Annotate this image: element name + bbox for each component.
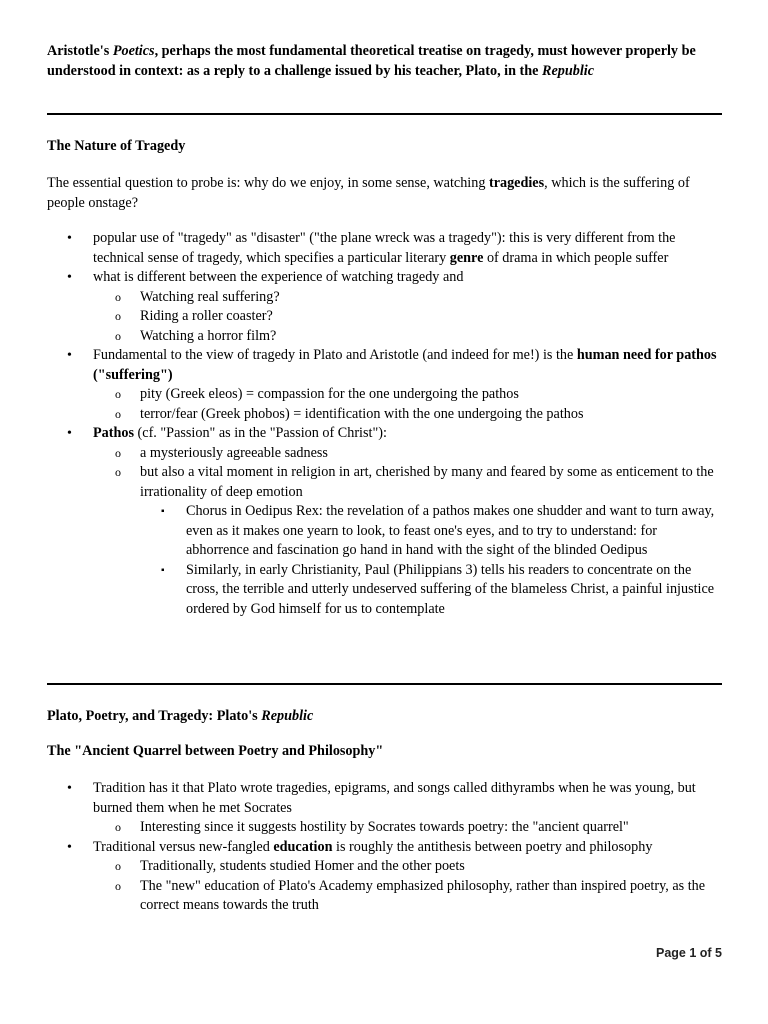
text: Watching real suffering?: [140, 288, 280, 305]
circle-marker: o: [115, 289, 121, 304]
text: of drama in which people suffer: [483, 249, 669, 266]
list-item: [47, 818, 722, 838]
text: (cf. "Passion" as in the "Passion of Christ"):: [134, 425, 387, 441]
section-divider: [47, 683, 722, 685]
bullet-marker: •: [67, 348, 72, 363]
text: The "new" education of Plato's Academy emphasized philosophy, rather than inspired poetry, as the correct means towards the truth: [140, 877, 706, 913]
text: a mysteriously agreeable sadness: [140, 444, 328, 461]
text: pity (Greek eleos) = compassion for the one undergoing the pathos: [140, 386, 519, 402]
list-item: [47, 424, 722, 444]
intro-paragraph: [47, 42, 722, 81]
list-item: [47, 405, 722, 425]
text: Watching a horror film?: [140, 327, 277, 344]
text: is roughly the antithesis between poetry and philosophy: [332, 838, 653, 855]
text: but also a vital moment in religion in art, cherished by many and feared by some as enticement to the irrationality of deep emotion: [140, 464, 714, 500]
text: popular use of "tragedy" as "disaster" ("the plane wreck was a tragedy"): this is very different from the technical sense of tragedy, which specifies a particular literary: [93, 230, 676, 266]
text: Chorus in Oedipus Rex: the revelation of a pathos makes one shudder and want to turn away, even as it makes one yearn to look, to feast one's eyes, and to try to understand: for abhorrence and fascination go hand in hand with the sight of the blinded Oedipus: [186, 503, 715, 558]
bullet-marker: •: [67, 781, 72, 796]
list-item: [47, 229, 722, 268]
intro-republic: Republic: [542, 62, 595, 79]
circle-marker: o: [115, 878, 121, 893]
square-marker: ▪: [161, 506, 165, 517]
text: Traditional versus new-fangled: [93, 838, 274, 855]
text: Traditionally, students studied Homer and the other poets: [140, 858, 465, 874]
bold-text: genre: [449, 249, 484, 266]
intro-question: [47, 174, 722, 213]
list-item: [47, 561, 722, 620]
list-item: [47, 444, 722, 464]
bold-text: human need for pathos ("suffering"): [93, 347, 717, 383]
circle-marker: o: [115, 445, 121, 460]
circle-marker: o: [115, 328, 121, 343]
list-item: [47, 288, 722, 308]
list-item: [47, 838, 722, 858]
list-item: [47, 385, 722, 405]
list-item: [47, 268, 722, 288]
heading-text: Plato, Poetry, and Tragedy: Plato's: [47, 708, 262, 724]
text: Tradition has it that Plato wrote tragedies, epigrams, and songs called dithyrambs when he was young, but burned them when he met Socrates: [93, 780, 696, 816]
text: Similarly, in early Christianity, Paul (Philippians 3) tells his readers to concentrate on the cross, the terrible and utterly undeserved suffering of the blameless Christ, a painful injustice ordered by God himself for us to contemplate: [186, 561, 715, 617]
bullet-list: [47, 229, 722, 619]
circle-marker: o: [115, 820, 121, 834]
text: Fundamental to the view of tragedy in Plato and Aristotle (and indeed for me!) is the: [93, 347, 577, 363]
intro-text: Aristotle's: [47, 43, 113, 59]
list-item: [47, 346, 722, 385]
text: what is different between the experience of watching tragedy and: [93, 269, 464, 285]
intro-poetics: Poetics: [112, 43, 155, 59]
bullet-list: [47, 779, 722, 916]
list-item: [47, 327, 722, 347]
bullet-marker: •: [67, 839, 72, 855]
circle-marker: o: [115, 406, 121, 421]
heading-republic: Republic: [261, 708, 314, 724]
circle-marker: o: [115, 387, 121, 401]
circle-marker: o: [115, 309, 121, 323]
list-item: [47, 463, 722, 502]
list-item: [47, 779, 722, 818]
section-heading: The Nature of Tragedy: [47, 138, 186, 154]
bold-text: education: [273, 838, 333, 855]
circle-marker: o: [115, 465, 121, 479]
intro-text: , perhaps the most fundamental theoretical treatise on tragedy, must however properly be understood in context: as a reply to a challenge issued by his teacher, Plato, in the: [47, 43, 696, 79]
page-number: Page 1 of 5: [656, 946, 722, 960]
text: Riding a roller coaster?: [140, 308, 273, 324]
bullet-marker: •: [67, 270, 72, 285]
list-item: [47, 307, 722, 327]
list-item: [47, 502, 722, 561]
text: The essential question to probe is: why do we enjoy, in some sense, watching: [47, 175, 489, 191]
bold-text: tragedies: [488, 175, 545, 191]
square-marker: ▪: [161, 564, 165, 576]
text: , which is the suffering of people onstage?: [47, 175, 690, 211]
section-divider: [47, 113, 722, 115]
section-heading: [47, 708, 313, 725]
bullet-marker: •: [67, 231, 72, 246]
text: Interesting since it suggests hostility by Socrates towards poetry: the "ancient quarrel": [140, 819, 629, 835]
text: terror/fear (Greek phobos) = identification with the one undergoing the pathos: [140, 405, 584, 422]
bullet-marker: •: [67, 426, 72, 441]
list-item: [47, 877, 722, 916]
bold-text: Pathos: [93, 425, 134, 441]
circle-marker: o: [115, 859, 121, 873]
list-item: [47, 857, 722, 877]
subsection-heading: The "Ancient Quarrel between Poetry and Philosophy": [47, 743, 384, 759]
